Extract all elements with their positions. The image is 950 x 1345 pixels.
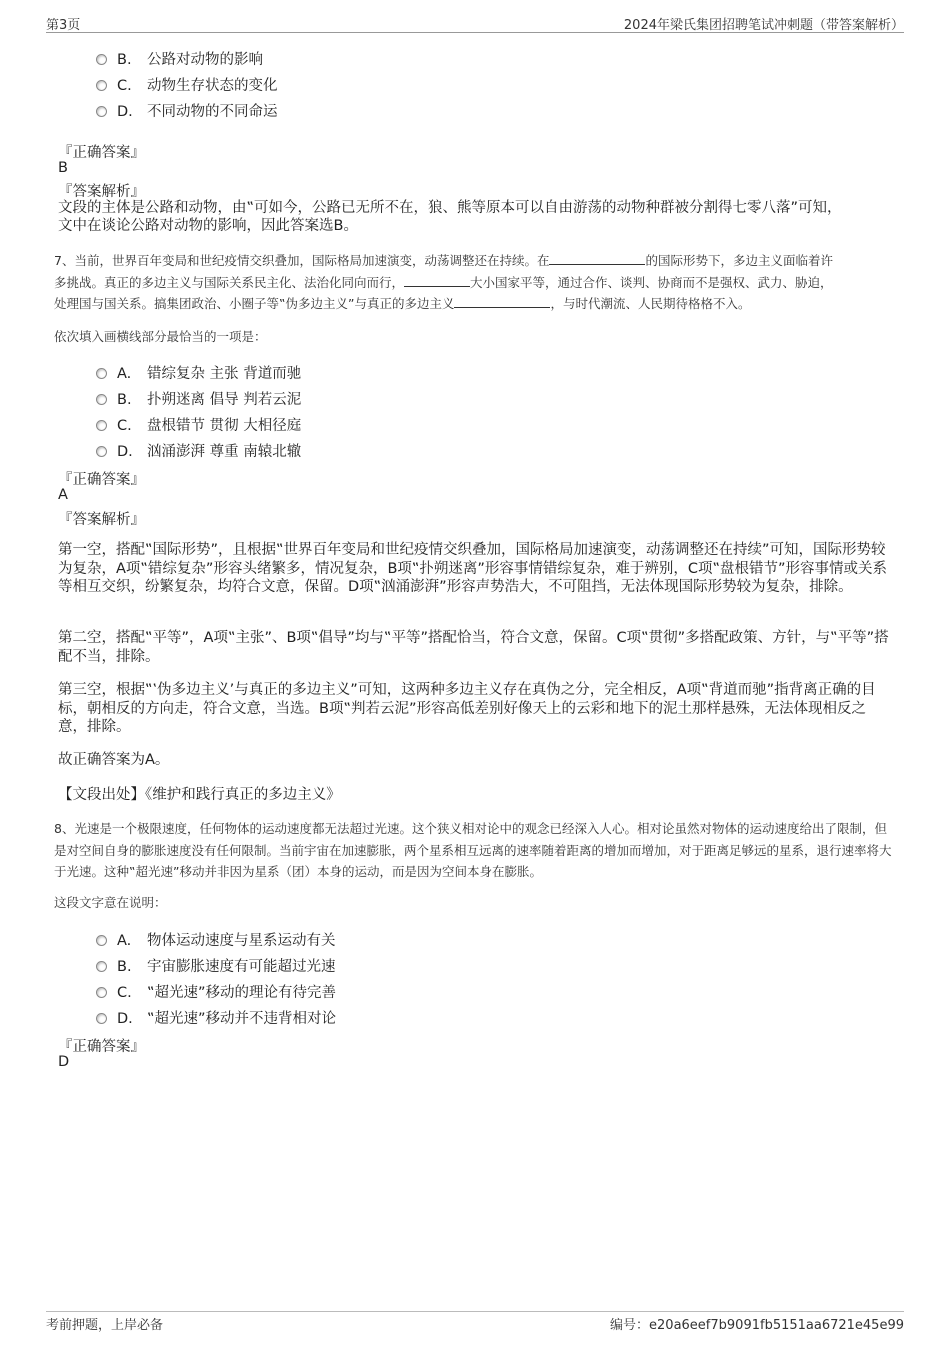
page-header: [46, 14, 904, 32]
radio-icon[interactable]: [96, 54, 107, 65]
radio-icon[interactable]: [96, 80, 107, 91]
q8-prompt: 这段文字意在说明：: [54, 895, 167, 910]
q6-answer: B: [58, 160, 68, 176]
radio-icon[interactable]: [96, 106, 107, 117]
radio-icon[interactable]: [96, 935, 107, 946]
q7-analysis-p2: 第二空，搭配‟平等”，A项‟主张”、B项‟倡导”均与‟平等”搭配恰当，符合文意，保留。C项‟贯彻”多搭配政策、方针，与‟平等”搭配不当，排除。: [58, 630, 889, 665]
q6-analysis-line-2: 文中在谈论公路对动物的影响，因此答案选B。: [58, 218, 358, 234]
q7-option-d[interactable]: D. 汹涌澎湃 尊重 南辕北辙: [96, 440, 301, 460]
q8-answer: D: [58, 1054, 70, 1070]
document-code: 编号：e20a6eef7b9091fb5151aa6721e45e99: [610, 1318, 904, 1333]
radio-icon[interactable]: [96, 368, 107, 379]
q6-option-d[interactable]: D. 不同动物的不同命运: [96, 100, 278, 120]
q7-analysis-label: 『答案解析』: [58, 512, 145, 528]
q6-option-c[interactable]: C. 动物生存状态的变化: [96, 74, 278, 94]
q8-answer-label: 『正确答案』: [58, 1039, 145, 1055]
q8-option-a[interactable]: A. 物体运动速度与星系运动有关: [96, 929, 336, 949]
q8-stem: 8、光速是一个极限速度，任何物体的运动速度都无法超过光速。这个狭义相对论中的观念已经深入人心。相对论虽然对物体的运动速度给出了限制，但是对空间自身的膨胀速度没有任何限制。当前宇宙在加速膨胀，两个星系相互远离的速率随着距离的增加而增加，对于距离足够远的星系，退行速率将大于光速。这种‟超光速”移动并非因为星系（团）本身的运动，而是因为空间本身在膨胀。: [54, 821, 892, 879]
q8-option-c[interactable]: C. ‟超光速”移动的理论有待完善: [96, 981, 336, 1001]
radio-icon[interactable]: [96, 420, 107, 431]
q8-option-d[interactable]: D. ‟超光速”移动并不违背相对论: [96, 1007, 336, 1027]
q7-source: 【文段出处】《维护和践行真正的多边主义》: [58, 787, 341, 803]
q7-analysis-p1: 第一空，搭配‟国际形势”，且根据‟世界百年变局和世纪疫情交织叠加，国际格局加速演变，动荡调整还在持续”可知，国际形势较为复杂，A项‟错综复杂”形容头绪繁多，情况复杂，B项‟扑朔迷离”形容事情错综复杂，难于辨别，C项‟盘根错节”形容事情或关系等相互交织，纷繁复杂，均符合文意，保留。D项‟汹涌澎湃”形容声势浩大，不可阻挡，无法体现国际形势较为复杂，排除。: [58, 542, 888, 595]
radio-icon[interactable]: [96, 446, 107, 457]
q7-option-a[interactable]: A. 错综复杂 主张 背道而驰: [96, 362, 301, 382]
q7-analysis-p3: 第三空，根据‟‛伪多边主义’与真正的多边主义”可知，这两种多边主义存在真伪之分，完全相反，A项‟背道而驰”指背离正确的目标，朝相反的方向走，符合文意，当选。B项‟判若云泥”形容高低差别好像天上的云彩和地下的泥土那样悬殊，无法体现相反之意，排除。: [58, 682, 876, 735]
q6-analysis-line-1: 文段的主体是公路和动物，由‟可如今，公路已无所不在，狼、熊等原本可以自由游荡的动物种群被分割得七零八落”可知，: [58, 200, 842, 216]
q7-stem: 7、当前，世界百年变局和世纪疫情交织叠加，国际格局加速演变，动荡调整还在持续。在 的国际形势下，多边主义面临着许 多挑战。真正的多边主义与国际关系民主化、法治化同向而行， 大小国家平等，通过合作、谈判、协商而不是强权、武力、胁迫， 处理国与国关系。搞集团政治、小圈子等‟伪多边主义”与真正的多边主义 ，与时代潮流、人民期待格格不入。: [54, 253, 833, 311]
q6-option-b[interactable]: B. 公路对动物的影响: [96, 48, 263, 68]
blank-1: [549, 251, 645, 265]
header-divider: [46, 32, 904, 33]
blank-3: [454, 294, 550, 308]
radio-icon[interactable]: [96, 987, 107, 998]
radio-icon[interactable]: [96, 961, 107, 972]
q7-analysis-p4: 故正确答案为A。: [58, 752, 170, 768]
q6-analysis-label: 『答案解析』: [58, 184, 145, 200]
q6-answer-label: 『正确答案』: [58, 145, 145, 161]
footer-slogan: 考前押题，上岸必备: [46, 1318, 164, 1333]
q7-answer: A: [58, 487, 68, 503]
radio-icon[interactable]: [96, 394, 107, 405]
radio-icon[interactable]: [96, 1013, 107, 1024]
footer-divider: [46, 1311, 904, 1312]
page-number: 第3页: [46, 18, 81, 33]
q7-option-b[interactable]: B. 扑朔迷离 倡导 判若云泥: [96, 388, 301, 408]
q7-prompt: 依次填入画横线部分最恰当的一项是：: [54, 329, 267, 344]
q7-answer-label: 『正确答案』: [58, 472, 145, 488]
page-footer: [46, 1314, 904, 1332]
q7-option-c[interactable]: C. 盘根错节 贯彻 大相径庭: [96, 414, 301, 434]
blank-2: [404, 273, 470, 287]
q8-option-b[interactable]: B. 宇宙膨胀速度有可能超过光速: [96, 955, 336, 975]
document-title: 2024年梁氏集团招聘笔试冲刺题（带答案解析）: [623, 18, 904, 33]
